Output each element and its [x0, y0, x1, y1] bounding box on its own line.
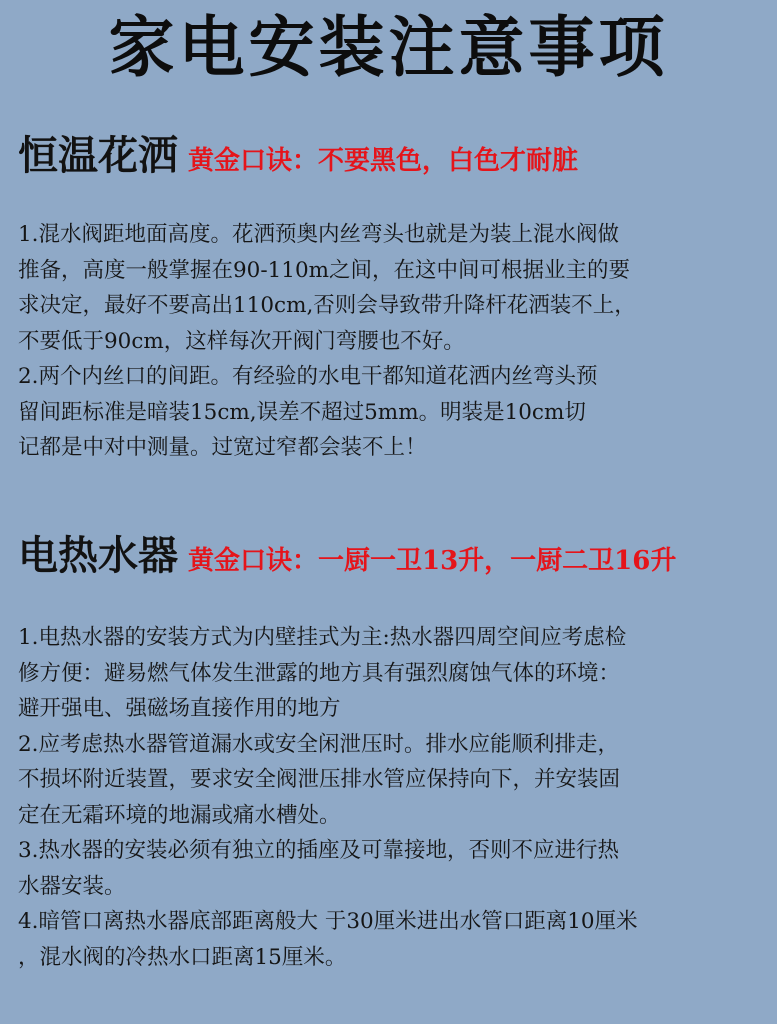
paragraph-line: 水器安装。 — [18, 873, 126, 899]
paragraph-line: 定在无霜环境的地漏或痛水槽处。 — [18, 802, 341, 828]
section-tip: 黄金口诀：一厨一卫13升，一厨二卫16升 — [188, 546, 677, 576]
paragraph-line: 修方便：避易燃气体发生泄露的地方具有强烈腐蚀气体的环境： — [18, 660, 621, 686]
paragraph-line: 1.混水阀距地面高度。花洒预奥内丝弯头也就是为装上混水阀做 — [18, 222, 620, 247]
section-title: 恒温花洒 — [18, 132, 178, 179]
paragraph-line: 4.暗管口离热水器底部距离般大 于30厘米进出水管口距离10厘米 — [18, 909, 638, 934]
paragraph-line: 记都是中对中测量。过宽过窄都会装不上！ — [18, 435, 427, 460]
section-title: 电热水器 — [18, 532, 178, 579]
paragraph-line: 不损坏附近装置，要求安全阀泄压排水管应保持向下，并安装固 — [18, 767, 621, 792]
section-heading-water-heater — [18, 524, 676, 581]
section-tip: 黄金口诀：不要黑色，白色才耐脏 — [188, 146, 579, 176]
paragraph-line: 留间距标准是暗装15cm,误差不超过5mm。明装是10cm切 — [18, 399, 586, 425]
paragraph-line: 避开强电、强磁场直接作用的地方 — [18, 696, 341, 721]
section-body-shower — [18, 217, 768, 466]
paragraph-line: 推备，高度一般掌握在90-110m之间，在这中间可根据业主的要 — [18, 257, 631, 283]
paragraph-line: 不要低于90cm，这样每次开阀门弯腰也不好。 — [18, 328, 465, 354]
section-heading-shower — [18, 124, 578, 181]
paragraph-line: 求决定，最好不要高出110cm,否则会导致带升降杆花洒装不上， — [18, 293, 636, 318]
paragraph-line: 2.应考虑热水器管道漏水或安全闲泄压时。排水应能顺利排走， — [18, 731, 620, 757]
paragraph-line: 1.电热水器的安装方式为内壁挂式为主:热水器四周空间应考虑检 — [18, 625, 627, 650]
paragraph-line: 3.热水器的安装必须有独立的插座及可靠接地，否则不应进行热 — [18, 838, 620, 863]
section-body-water-heater — [18, 620, 768, 975]
page-title: 家电安装注意事项 — [108, 8, 669, 86]
paragraph-line: 2.两个内丝口的间距。有经验的水电干都知道花洒内丝弯头预 — [18, 364, 598, 389]
paragraph-line: ，混水阀的冷热水口距离15厘米。 — [18, 944, 347, 970]
